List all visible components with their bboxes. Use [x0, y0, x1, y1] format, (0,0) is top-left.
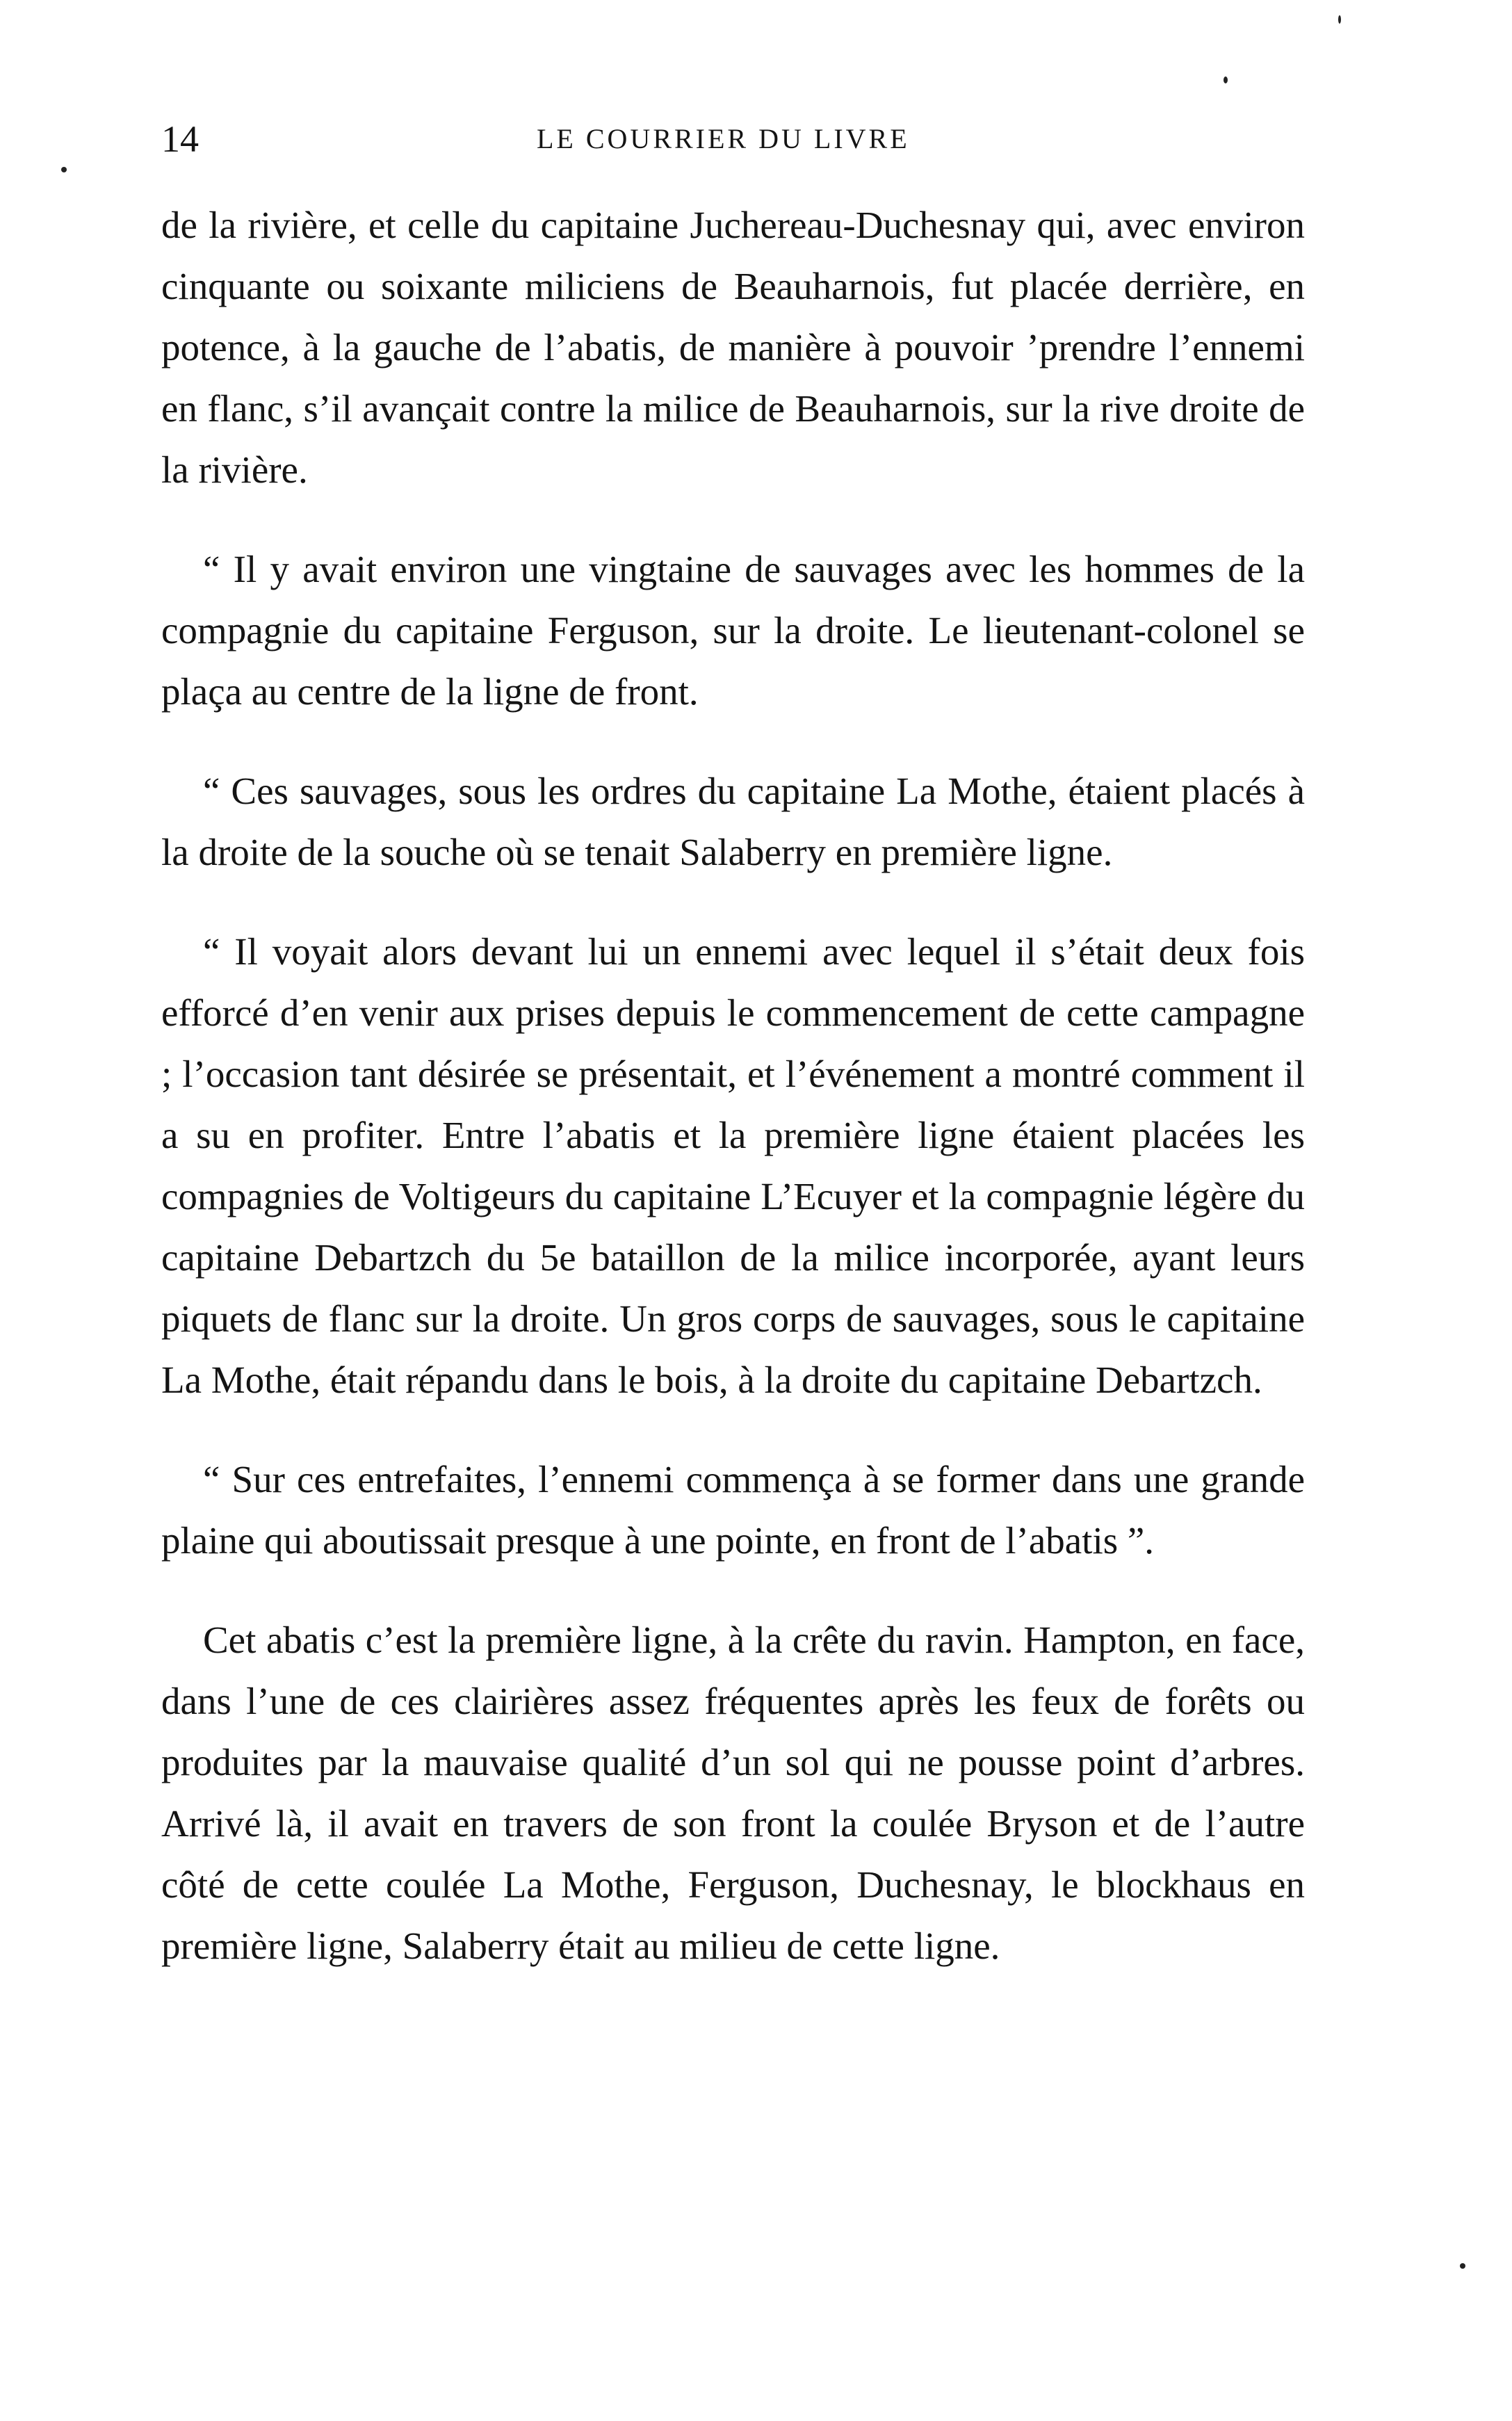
scan-speck [61, 167, 67, 172]
paragraph-2: “ Il y avait environ une vingtaine de sauvages avec les hommes de la compagnie du capitaine Ferguson, sur la droite. Le lieutenant-colonel se plaça au centre de la ligne de front. [161, 548, 1305, 713]
paragraph-4: “ Il voyait alors devant lui un ennemi avec lequel il s’était deux fois efforcé d’en venir aux prises depuis le commencement de cette campagne ; l’occasion tant désirée se présentait, et l’événement a montré comment il a su en profiter. Entre l’abatis et la première ligne étaient placées les compagnies de Voltigeurs du capitaine L’Ecuyer et la compagnie légère du capitaine Debartzch du 5e bataillon de la milice incorporée, ayant leurs piquets de flanc sur la droite. Un gros corps de sauvages, sous le capitaine La Mothe, était répandu dans le bois, à la droite du capitaine Debartzch. [161, 930, 1305, 1401]
paragraph-1: de la rivière, et celle du capitaine Juchereau-Duchesnay qui, avec environ cinquante ou soixante miliciens de Beauharnois, fut placée derrière, en potence, à la gauche de l’abatis, de manière à pouvoir ’prendre l’ennemi en flanc, s’il avançait contre la milice de Beauharnois, sur la rive droite de la rivière. [161, 204, 1305, 491]
paragraph-6: Cet abatis c’est la première ligne, à la crête du ravin. Hampton, en face, dans l’une de ces clairières assez fréquentes après les feux de forêts ou produites par la mauvaise qualité d’un sol qui ne pousse point d’arbres. Arrivé là, il avait en travers de son front la coulée Bryson et de l’autre côté de cette coulée La Mothe, Ferguson, Duchesnay, le blockhaus en première ligne, Salaberry était au milieu de cette ligne. [161, 1619, 1305, 1967]
body-text [161, 195, 1305, 2015]
scan-speck [1460, 2263, 1465, 2269]
page-header [161, 111, 1305, 167]
running-title: LE COURRIER DU LIVRE [537, 123, 910, 154]
paragraph-3: “ Ces sauvages, sous les ordres du capitaine La Mothe, étaient placés à la droite de la souche où se tenait Salaberry en première ligne. [161, 770, 1305, 873]
scan-speck [1224, 76, 1228, 83]
paragraph-5: “ Sur ces entrefaites, l’ennemi commença à se former dans une grande plaine qui aboutissait presque à une pointe, en front de l’abatis ”. [161, 1458, 1305, 1562]
scan-speck [1338, 15, 1341, 24]
page-number: 14 [161, 118, 199, 160]
